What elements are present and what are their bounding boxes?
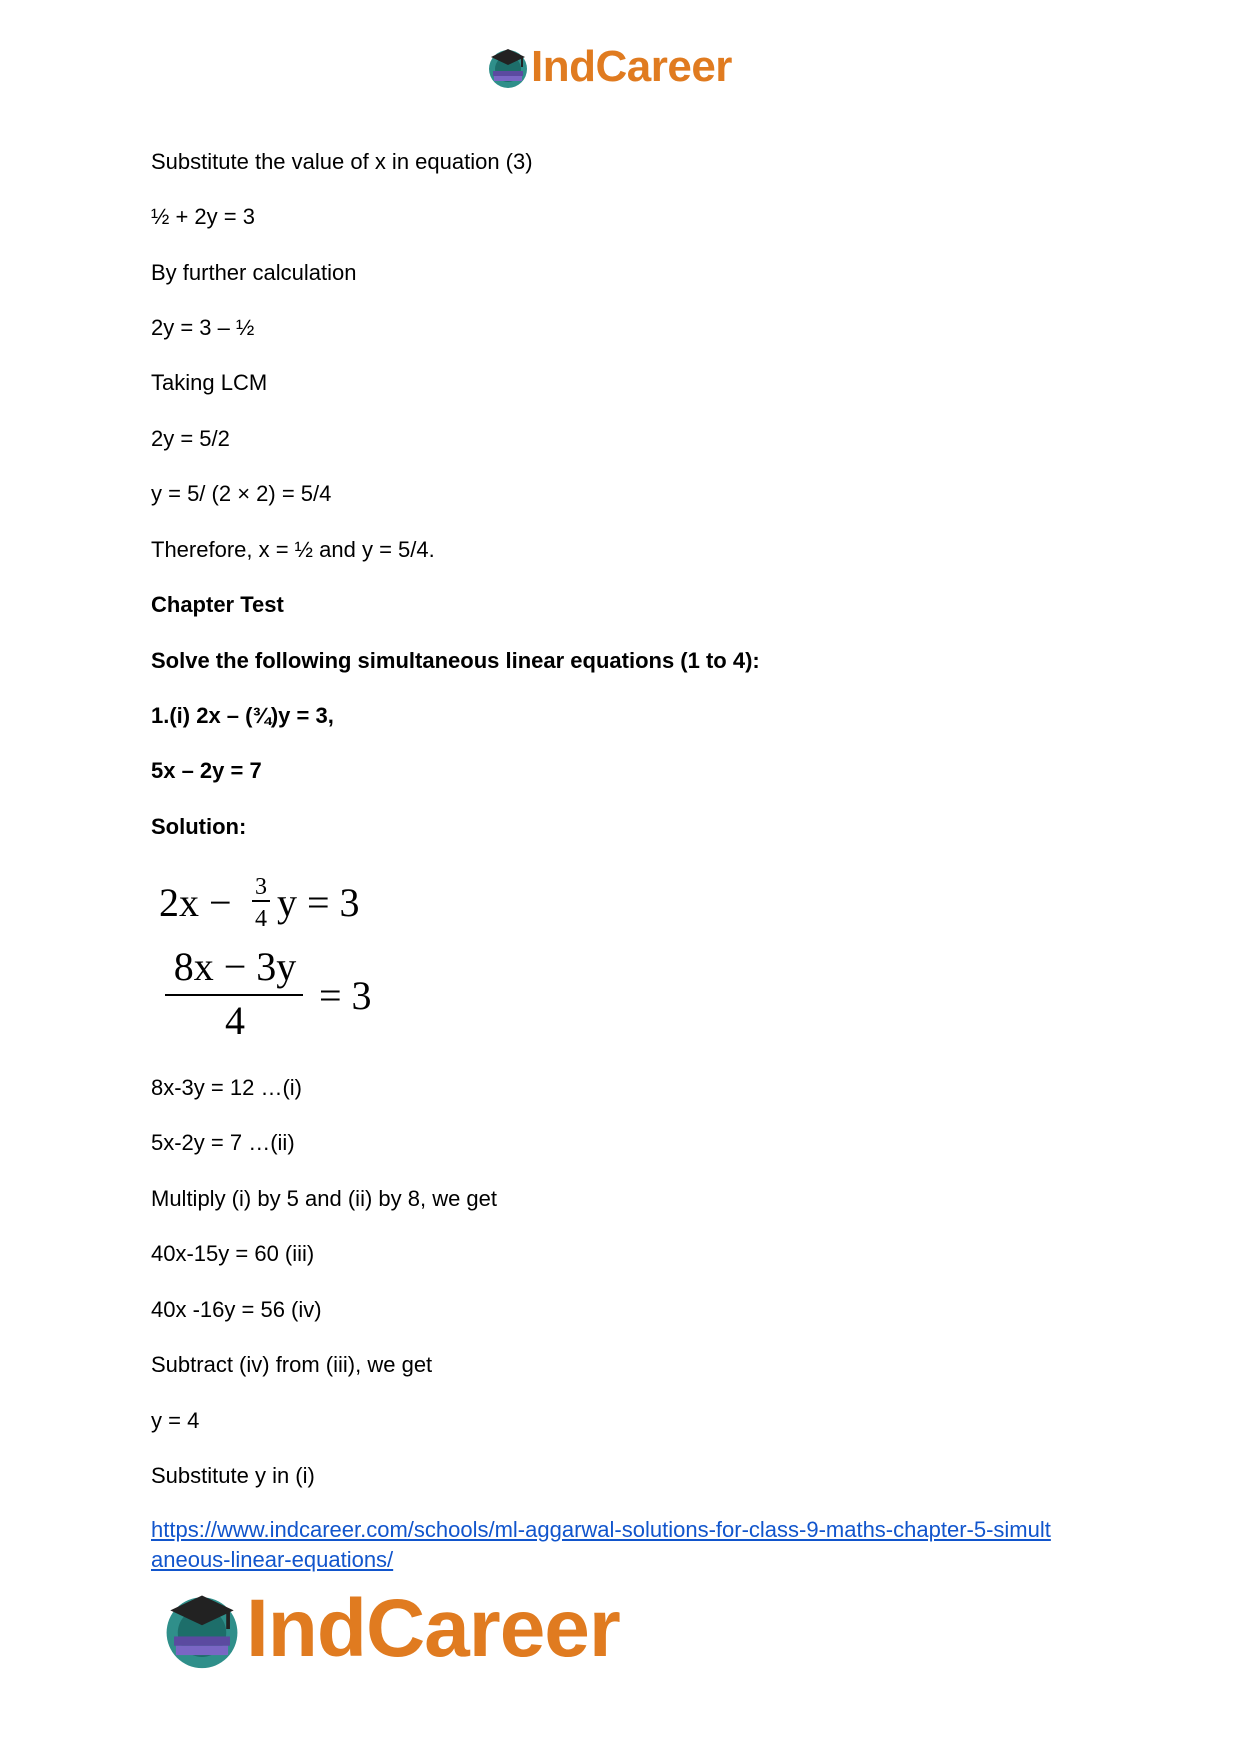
text-line: By further calculation	[151, 260, 357, 285]
text-line: 2y = 3 – ½	[151, 315, 255, 340]
text-line: Substitute y in (i)	[151, 1463, 315, 1488]
logo-text: IndCareer	[246, 1583, 620, 1674]
graduation-book-icon	[162, 1588, 242, 1670]
text-line: ½ + 2y = 3	[151, 204, 255, 229]
text-line: Multiply (i) by 5 and (ii) by 8, we get	[151, 1186, 498, 1211]
eq1-numerator: 3	[255, 874, 267, 900]
text-line: Therefore, x = ½ and y = 5/4.	[151, 537, 435, 562]
eq1-denominator: 4	[255, 906, 267, 932]
text-line: Taking LCM	[151, 370, 268, 395]
header-logo	[487, 42, 732, 92]
text-line: Substitute the value of x in equation (3)	[151, 149, 533, 174]
eq2-denominator: 4	[225, 998, 245, 1043]
question-instruction: Solve the following simultaneous linear equations (1 to 4):	[151, 648, 760, 673]
graduation-book-icon	[487, 45, 529, 89]
footer-logo	[162, 1583, 620, 1674]
text-line: 40x-15y = 60 (iii)	[151, 1241, 315, 1266]
section-heading: Chapter Test	[151, 592, 284, 617]
solution-label: Solution:	[151, 814, 247, 839]
logo-text: IndCareer	[531, 42, 732, 91]
eq2-numerator: 8x − 3y	[173, 944, 297, 989]
text-line: 40x -16y = 56 (iv)	[151, 1297, 322, 1322]
eq2-right: = 3	[319, 973, 372, 1018]
link-line-2[interactable]: aneous-linear-equations/	[151, 1547, 394, 1572]
eq1-right: y = 3	[277, 880, 360, 925]
math-equation	[151, 868, 411, 1048]
question-part: 1.(i) 2x – (¾)y = 3,	[151, 703, 334, 728]
eq1-left: 2x −	[159, 880, 232, 925]
source-link[interactable]	[151, 1515, 1111, 1575]
text-line: y = 5/ (2 × 2) = 5/4	[151, 481, 332, 506]
text-line: y = 4	[151, 1408, 200, 1433]
text-line: 2y = 5/2	[151, 426, 230, 451]
text-line: 5x-2y = 7 …(ii)	[151, 1130, 295, 1155]
question-part: 5x – 2y = 7	[151, 758, 262, 783]
text-line: Subtract (iv) from (iii), we get	[151, 1352, 433, 1377]
link-line-1[interactable]: https://www.indcareer.com/schools/ml-aggarwal-solutions-for-class-9-maths-chapter-5-simult	[151, 1517, 1051, 1542]
text-line: 8x-3y = 12 …(i)	[151, 1075, 302, 1100]
